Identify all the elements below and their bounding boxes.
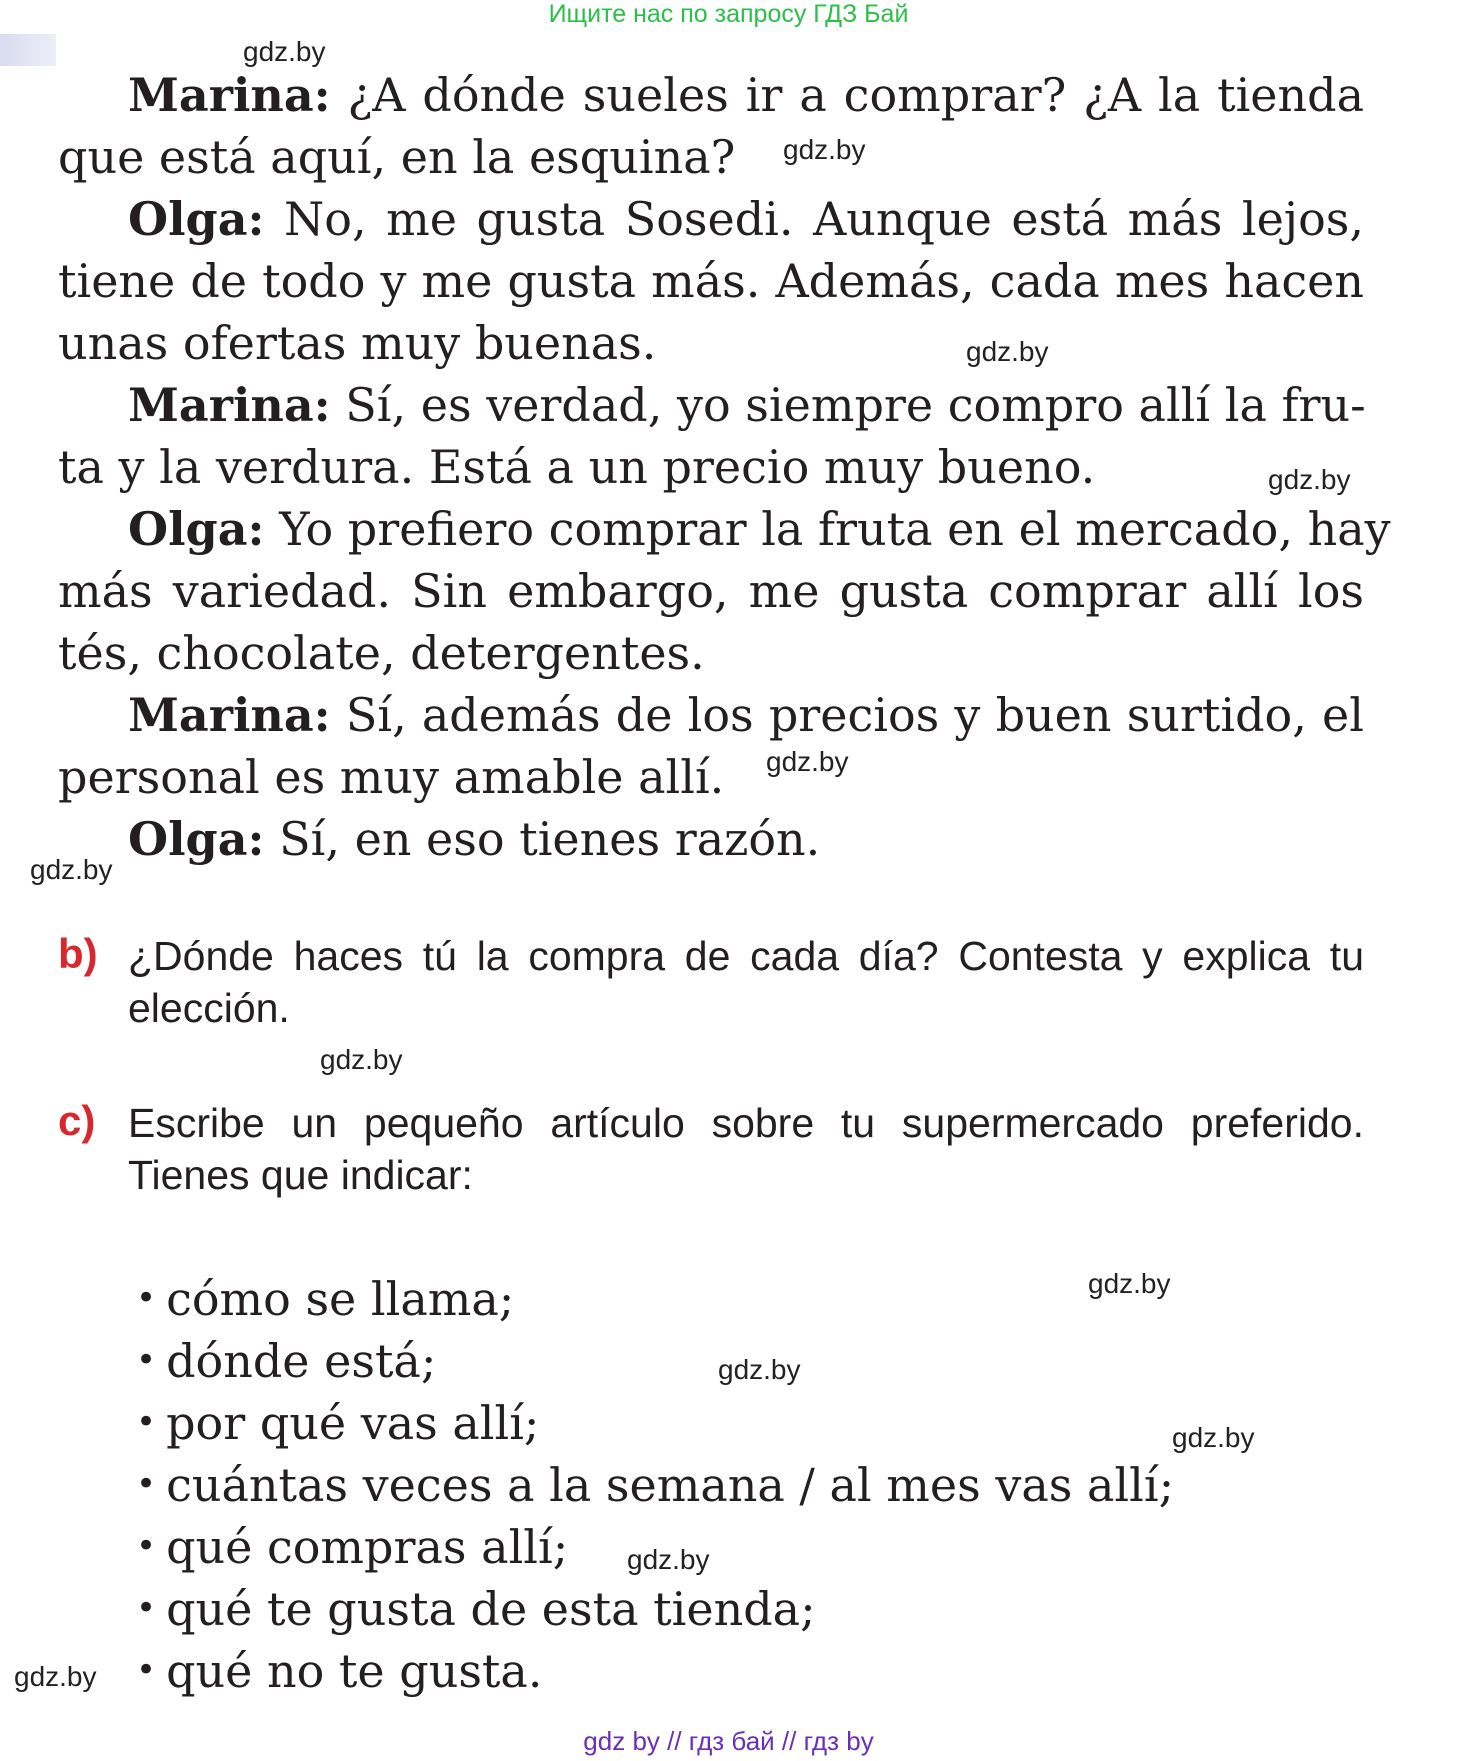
speaker-name: Marina: [128, 68, 331, 122]
speaker-name: Marina: [128, 378, 331, 432]
list-item: • dónde está; [136, 1334, 437, 1388]
list-item: • qué no te gusta. [136, 1644, 543, 1698]
list-item: • por qué vas allí; [136, 1396, 540, 1450]
task-b-text: ¿Dónde haces tú la compra de cada día? Contesta y explica tu [128, 933, 1364, 979]
watermark: gdz.by [766, 746, 849, 777]
watermark: gdz.by [30, 854, 113, 885]
watermark: gdz.by [627, 1544, 710, 1575]
watermark: gdz.by [1088, 1268, 1171, 1299]
bullet-icon: • [136, 1526, 157, 1566]
watermark: gdz.by [718, 1354, 801, 1385]
dialogue-line: Olga: Yo prefiero comprar la fruta en el mercado, hay [128, 502, 1391, 556]
watermark: gdz.by [14, 1661, 97, 1692]
dialogue-line: personal es muy amable allí. [58, 750, 725, 804]
watermark: gdz.by [1268, 464, 1351, 495]
bullet-icon: • [136, 1278, 157, 1318]
speaker-name: Marina: [128, 688, 331, 742]
watermark: gdz.by [783, 134, 866, 165]
dialogue-line: tés, chocolate, detergentes. [58, 626, 705, 680]
dialogue-line: que está aquí, en la esquina? [58, 130, 736, 184]
dialogue-line: tiene de todo y me gusta más. Además, cada mes hacen [58, 254, 1364, 308]
watermark: gdz.by [320, 1044, 403, 1075]
dialogue-line: ta y la verdura. Está a un precio muy bueno. [58, 440, 1096, 494]
dialogue-line: unas ofertas muy buenas. [58, 316, 657, 370]
speaker-name: Olga: [128, 192, 265, 246]
speaker-name: Olga: [128, 812, 265, 866]
bullet-icon: • [136, 1650, 157, 1690]
dialogue-line: más variedad. Sin embargo, me gusta comprar allí los [58, 564, 1364, 618]
watermark: gdz.by [966, 336, 1049, 367]
dialogue-line: Marina: Sí, además de los precios y buen surtido, el [128, 688, 1364, 742]
task-c-text: Escribe un pequeño artículo sobre tu supermercado preferido. [128, 1100, 1364, 1146]
speaker-name: Olga: [128, 502, 265, 556]
bullet-icon: • [136, 1464, 157, 1504]
list-item: • qué compras allí; [136, 1520, 569, 1574]
watermark: gdz.by [1172, 1422, 1255, 1453]
dialogue-line: Marina: ¿A dónde sueles ir a comprar? ¿A la tienda [128, 68, 1364, 122]
bullet-icon: • [136, 1340, 157, 1380]
list-item: • qué te gusta de esta tienda; [136, 1582, 816, 1636]
list-item: • cuántas veces a la semana / al mes vas allí; [136, 1458, 1175, 1512]
bullet-icon: • [136, 1402, 157, 1442]
task-b-marker: b) [58, 930, 98, 977]
dialogue-line: Olga: Sí, en eso tienes razón. [128, 812, 821, 866]
bullet-icon: • [136, 1588, 157, 1628]
task-c-marker: c) [58, 1097, 96, 1144]
dialogue-line: Olga: No, me gusta Sosedi. Aunque está más lejos, [128, 192, 1364, 246]
task-b-text: elección. [128, 985, 290, 1031]
dialogue-line: Marina: Sí, es verdad, yo siempre compro allí la fru- [128, 378, 1366, 432]
corner-decoration [0, 34, 56, 66]
watermark: gdz.by [243, 36, 326, 67]
top-banner[interactable]: Ищите нас по запросу ГДЗ Бай [548, 0, 909, 28]
task-c-text: Tienes que indicar: [128, 1152, 473, 1198]
list-item: • cómo se llama; [136, 1272, 515, 1326]
footer-links[interactable]: gdz by // гдз бай // гдз by [583, 1726, 874, 1756]
